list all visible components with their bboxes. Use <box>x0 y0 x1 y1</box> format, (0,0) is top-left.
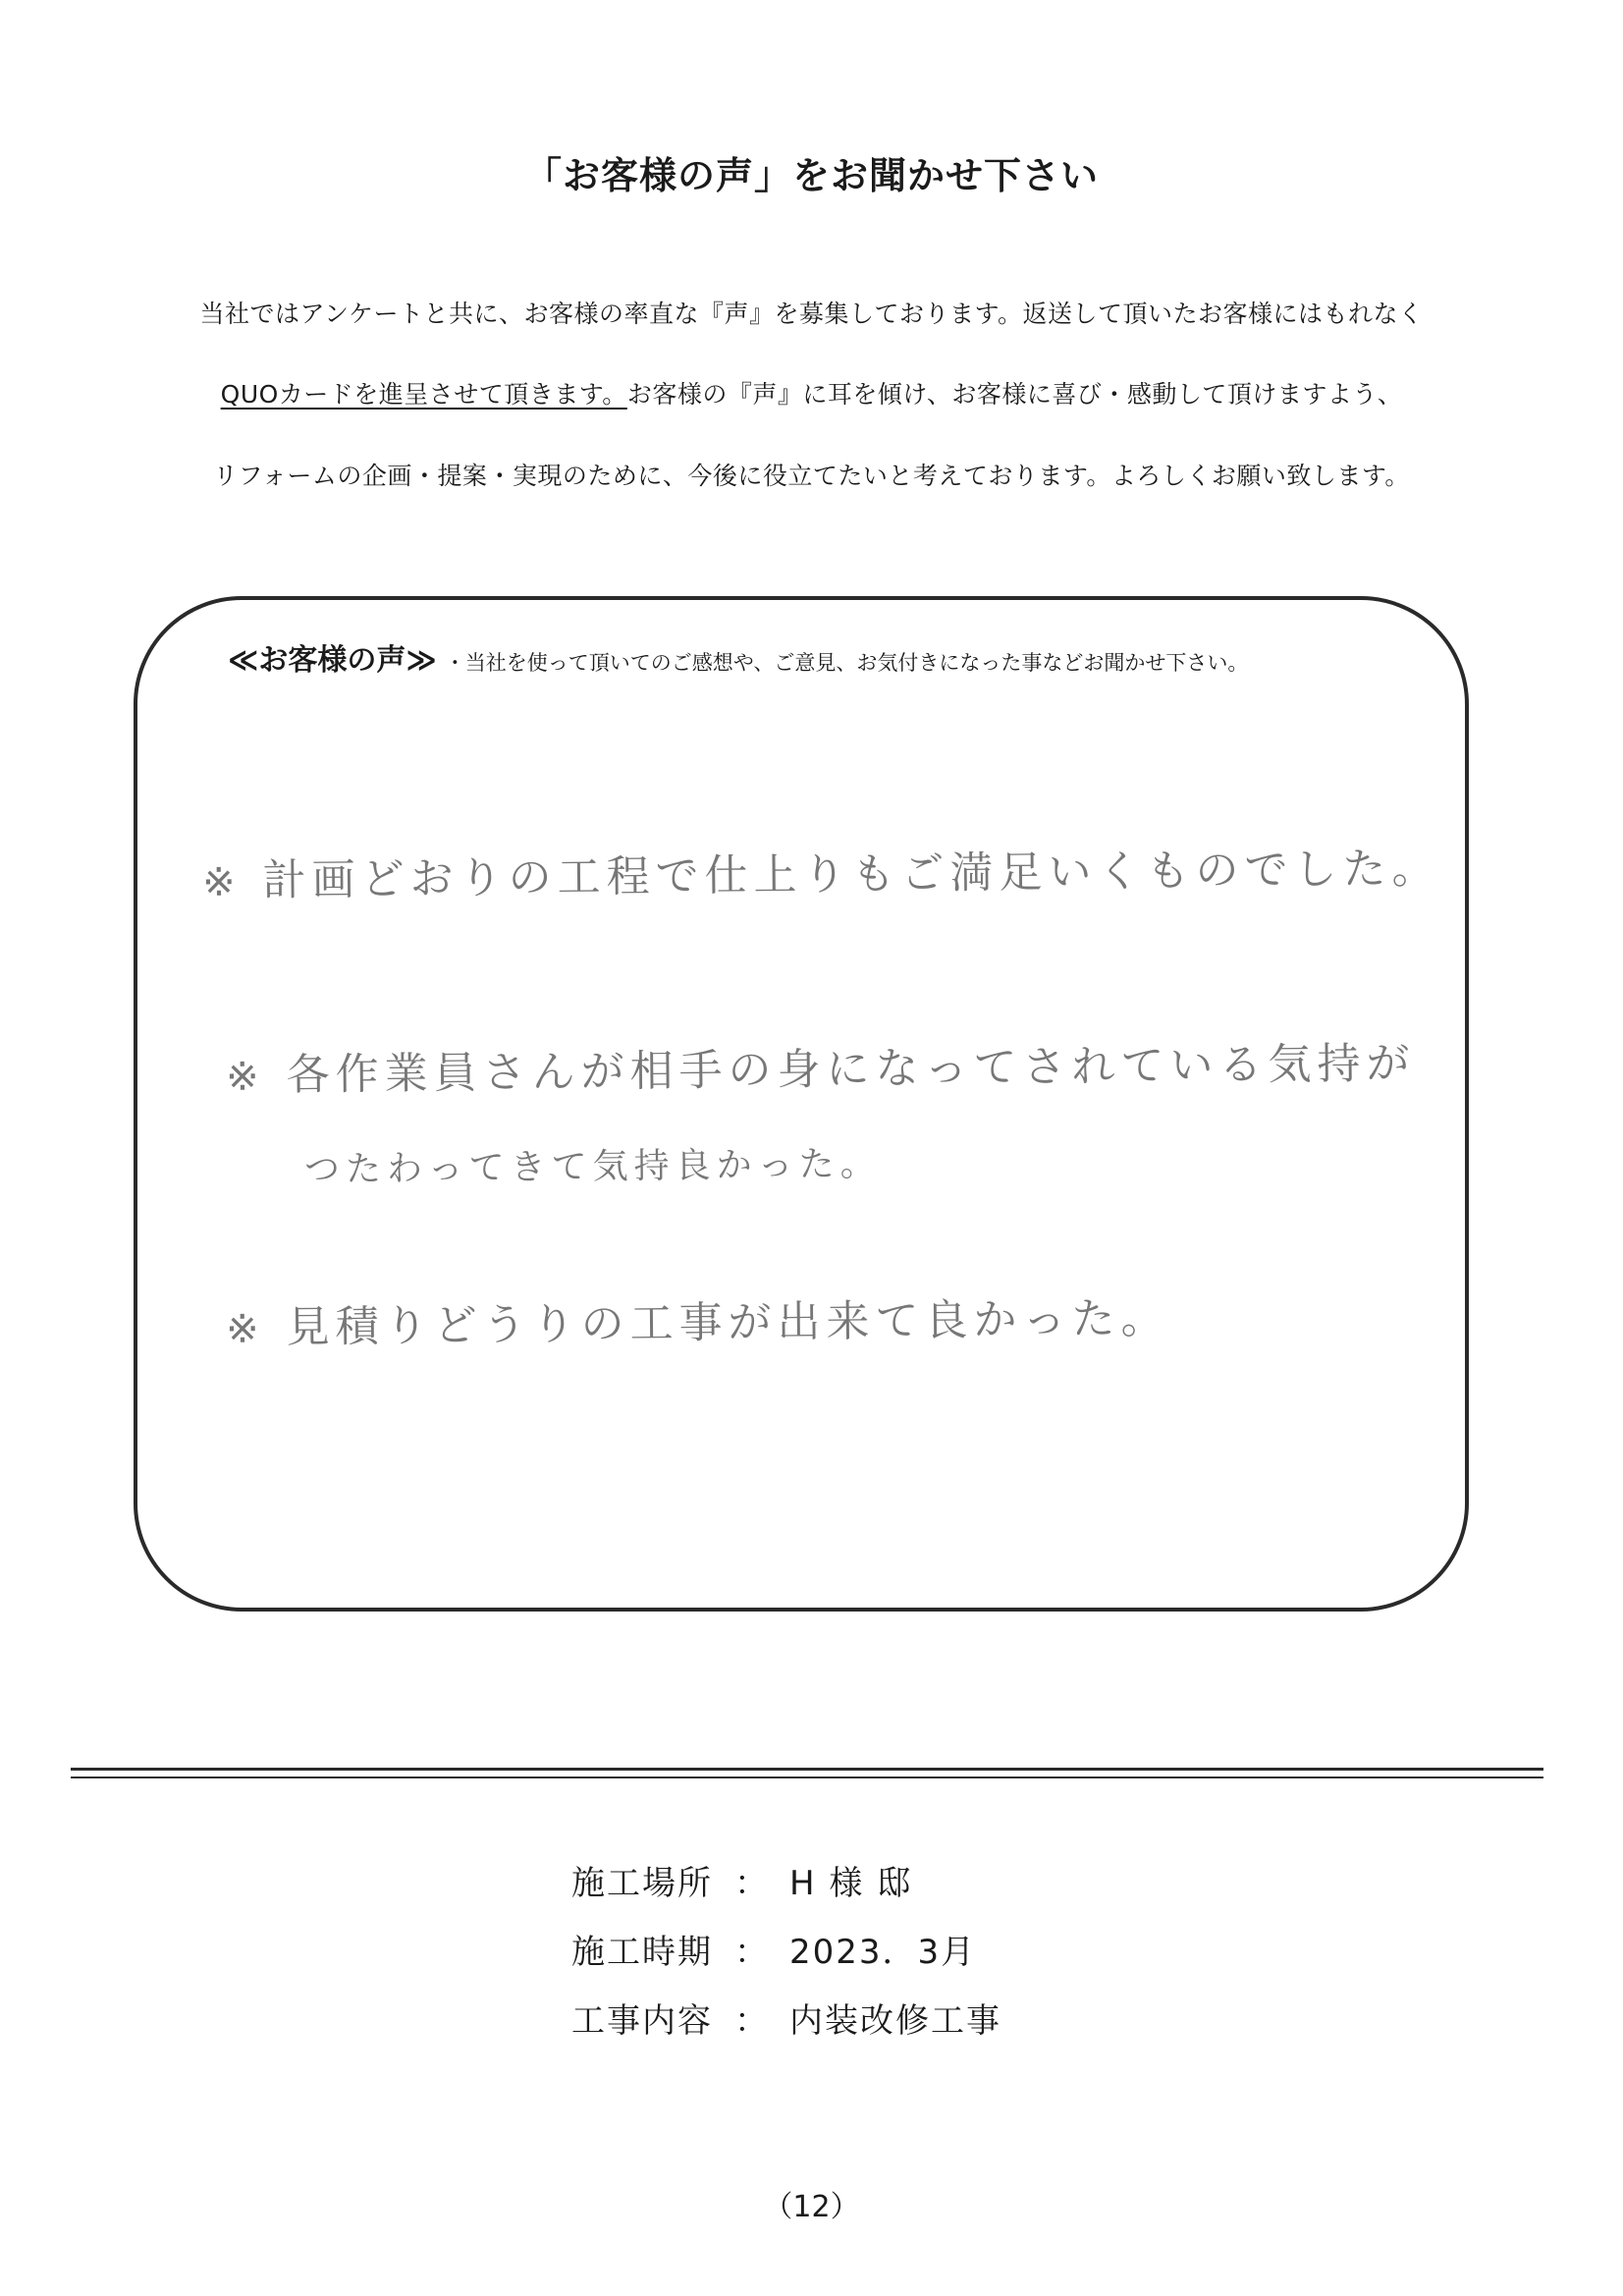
handwritten-comment-2 <box>226 1027 1416 1103</box>
project-content-label: 工事内容 <box>571 2001 713 2041</box>
comment-text: 見積りどうりの工事が出来て良かった。 <box>286 1292 1170 1353</box>
quo-card-offer: QUOカードを進呈させて頂きます。 <box>220 380 627 409</box>
intro-line-2 <box>0 375 1623 410</box>
handwritten-comment-2-continuation: つたわってきて気持良かった。 <box>303 1143 882 1190</box>
intro-line-1: 当社ではアンケートと共に、お客様の率直な『声』を募集しております。返送して頂いたお客様にはもれなく <box>199 300 1424 328</box>
handwritten-comment-3 <box>226 1283 1170 1355</box>
intro-line-3: リフォームの企画・提案・実現のために、今後に役立てたいと考えております。よろしくお願い致します。 <box>213 462 1410 490</box>
comment-mark: ※ <box>225 1306 265 1352</box>
comment-mark: ※ <box>225 1054 265 1100</box>
project-period-row <box>571 1925 976 1973</box>
separator: ： <box>734 1864 768 1903</box>
project-location-label: 施工場所 <box>571 1864 713 1903</box>
project-location-value: H 様 邸 <box>789 1864 913 1903</box>
separator: ： <box>734 1933 768 1972</box>
divider-line-top <box>71 1768 1543 1771</box>
comment-text: 各作業員さんが相手の身になってされている気持が <box>286 1038 1416 1101</box>
intro-line-2-rest: お客様の『声』に耳を傾け、お客様に喜び・感動して頂けますよう、 <box>626 380 1403 409</box>
voice-box-header <box>228 635 1248 679</box>
customer-voice-box <box>134 596 1469 1612</box>
project-period-label: 施工時期 <box>571 1933 713 1972</box>
separator: ： <box>734 2001 768 2041</box>
voice-box-title: ≪お客様の声≫ <box>228 643 437 678</box>
project-content-row <box>571 1994 1001 2042</box>
divider-line-bottom <box>71 1777 1543 1778</box>
handwritten-comment-1 <box>202 833 1441 908</box>
project-period-value: 2023．3月 <box>789 1933 977 1972</box>
page-number: （12） <box>763 2190 860 2224</box>
comment-text: 計画どおりの工程で仕上りもご満足いくものでした。 <box>262 843 1441 906</box>
project-content-value: 内装改修工事 <box>789 2001 1001 2041</box>
comment-mark: ※ <box>201 859 242 905</box>
page-title: 「お客様の声」をお聞かせ下さい <box>523 154 1099 197</box>
voice-box-prompt: ・当社を使って頂いてのご感想や、ご意見、お気付きになった事などお聞かせ下さい。 <box>444 651 1249 675</box>
project-location-row <box>571 1856 912 1904</box>
